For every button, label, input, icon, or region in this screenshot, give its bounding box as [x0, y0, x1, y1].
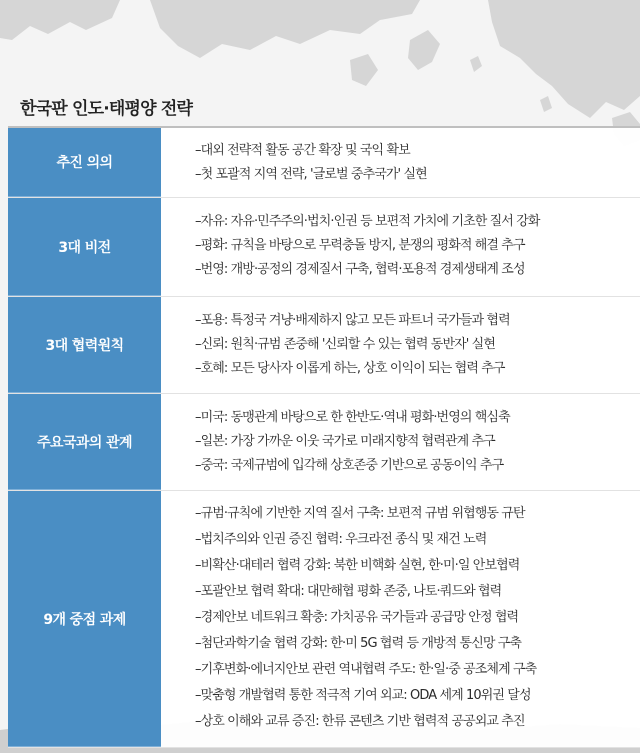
- section-label: 추진 의의: [8, 128, 161, 197]
- list-item: –중국: 국제규범에 입각해 상호존중 기반으로 공동이익 추구: [195, 458, 504, 473]
- list-item: –일본: 가장 가까운 이웃 국가로 미래지향적 협력관계 추구: [195, 434, 495, 449]
- page-title: 한국판 인도·태평양 전략: [20, 99, 193, 119]
- section-row: [8, 491, 640, 748]
- list-item: –첨단과학기술 협력 강화: 한·미 5G 협력 등 개방적 통신망 구축: [195, 636, 522, 651]
- list-item: –경제안보 네트워크 확충: 가치공유 국가들과 공급망 안정 협력: [195, 610, 519, 625]
- list-item: –자유: 자유·민주주의·법치·인권 등 보편적 가치에 기초한 질서 강화: [195, 214, 540, 229]
- list-item: –평화: 규칙을 바탕으로 무력충돌 방지, 분쟁의 평화적 해결 추구: [195, 238, 525, 253]
- list-item: –첫 포괄적 지역 전략, '글로벌 중추국가' 실현: [195, 167, 427, 182]
- list-item: –대외 전략적 활동 공간 확장 및 국익 확보: [195, 143, 410, 158]
- list-item: –신뢰: 원칙·규범 존중해 '신뢰할 수 있는 협력 동반자' 실현: [195, 337, 495, 352]
- section-row: [8, 394, 640, 491]
- section-items: [161, 491, 640, 747]
- list-item: –미국: 동맹관계 바탕으로 한 한반도·역내 평화·번영의 핵심축: [195, 410, 510, 425]
- list-item: –호혜: 모든 당사자 이롭게 하는, 상호 이익이 되는 협력 추구: [195, 361, 505, 376]
- section-items: [161, 128, 640, 197]
- section-row: [8, 128, 640, 198]
- section-label: 주요국과의 관계: [8, 394, 161, 490]
- section-items: [161, 297, 640, 393]
- section-label: 3대 협력원칙: [8, 297, 161, 393]
- list-item: –번영: 개방·공정의 경제질서 구축, 협력·포용적 경제생태계 조성: [195, 262, 525, 277]
- list-item: –상호 이해와 교류 증진: 한류 콘텐츠 기반 협력적 공공외교 추진: [195, 714, 525, 729]
- list-item: –포용: 특정국 겨냥·배제하지 않고 모든 파트너 국가들과 협력: [195, 313, 510, 328]
- section-row: [8, 297, 640, 394]
- list-item: –규범·규칙에 기반한 지역 질서 구축: 보편적 규범 위협행동 규탄: [195, 506, 525, 521]
- section-items: [161, 198, 640, 296]
- strategy-table: [8, 126, 640, 748]
- list-item: –포괄안보 협력 확대: 대만해협 평화 존중, 나토·쿼드와 협력: [195, 584, 502, 599]
- list-item: –비확산·대테러 협력 강화: 북한 비핵화 실현, 한·미·일 안보협력: [195, 558, 520, 573]
- list-item: –법치주의와 인권 증진 협력: 우크라전 종식 및 재건 노력: [195, 532, 487, 547]
- list-item: –맞춤형 개발협력 통한 적극적 기여 외교: ODA 세계 10위권 달성: [195, 688, 531, 703]
- section-row: [8, 198, 640, 297]
- section-label: 3대 비전: [8, 198, 161, 296]
- section-items: [161, 394, 640, 490]
- section-label: 9개 중점 과제: [8, 491, 161, 747]
- list-item: –기후변화·에너지안보 관련 역내협력 주도: 한·일·중 공조체계 구축: [195, 662, 537, 677]
